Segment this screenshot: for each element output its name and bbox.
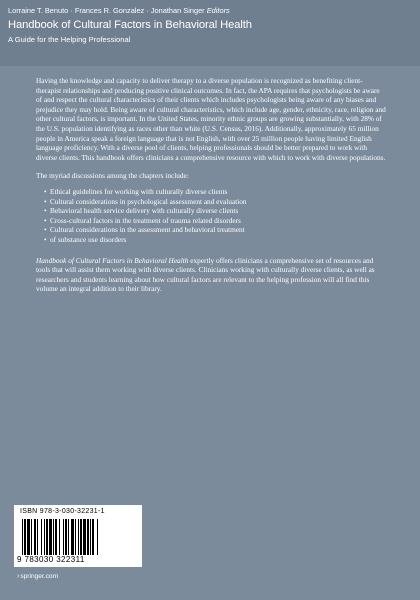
barcode-bar <box>31 519 32 555</box>
topic-item: • Behavioral health service delivery with culturally diverse clients <box>44 206 386 216</box>
topic-item: • Cultural considerations in the assessment and behavioral treatment <box>44 225 386 235</box>
barcode-bar <box>90 519 91 555</box>
topic-item: • Ethical guidelines for working with culturally diverse clients <box>44 187 386 197</box>
closing-book-title: Handbook of Cultural Factors in Behavioral Health <box>36 255 189 265</box>
header-band <box>0 0 420 66</box>
isbn-label: ISBN 978-3-030-32231-1 <box>20 508 105 515</box>
barcode-bar <box>68 519 69 555</box>
topic-item: • of substance use disorders <box>44 235 386 245</box>
barcode-bar <box>44 519 45 555</box>
topics-list <box>36 187 386 245</box>
barcode-bar <box>75 519 76 555</box>
barcode-bar <box>24 519 26 555</box>
barcode-bar <box>78 519 79 555</box>
barcode-box <box>14 505 142 567</box>
book-subtitle: A Guide for the Helping Professional <box>8 35 131 44</box>
editors-suffix: Editors <box>206 6 230 15</box>
book-title: Handbook of Cultural Factors in Behavioral Health <box>8 19 252 31</box>
barcode-bar <box>49 519 52 555</box>
barcode-bar <box>53 519 54 555</box>
barcode-bar <box>37 519 38 555</box>
description-paragraph: Having the knowledge and capacity to deliver therapy to a diverse population is recognized as benefiting client-therapist relationships and producing positive clinical outcomes. In fact, the APA requires that psychologists be aware of and respect the cultural characteristics of their clients which includes psychologists being aware of any biases and prejudice they may hold. Being aware of cultural characteristics, which include age, gender, ethnicity, race, religion and other cultural factors, is important. In the United States, minority ethnic groups are growing substantially, with 28% of the U.S. population identifying as races other than white (U.S. Census, 2016). Additionally, approximately 65 million people in America speak a foreign language that is not English, with over 25 million people having limited English language proficiency. With a diverse pool of clients, helping professionals should be better prepared to work with diverse clients. This handbook offers clinicians a comprehensive resource with which to work with diverse populations. <box>36 76 386 162</box>
arrow-icon: › <box>17 573 20 580</box>
list-intro: The myriad discussions among the chapters include: <box>36 171 189 181</box>
publisher-url[interactable] <box>17 573 58 580</box>
editor-names: Lorraine T. Benuto · Frances R. Gonzalez · Jonathan Singer <box>8 6 205 15</box>
topic-item: • Cross-cultural factors in the treatment of trauma related disorders <box>44 216 386 226</box>
topic-item: • Cultural considerations in psychological assessment and evaluation <box>44 197 386 207</box>
barcode-bar <box>46 519 48 555</box>
barcode-bar <box>41 519 42 555</box>
publisher-url-text: springer.com <box>20 573 59 580</box>
barcode-bar <box>92 519 94 555</box>
editors-line <box>8 6 230 15</box>
barcode-digits: 9 783030 322311 <box>17 555 85 564</box>
barcode-bar <box>71 519 74 555</box>
closing-paragraph <box>36 256 386 294</box>
barcode-bar <box>63 519 64 555</box>
barcode-bar <box>83 519 86 555</box>
barcode-bar <box>87 519 89 555</box>
closing-text: expertly offers clinicians a comprehensive set of resources and tools that will assist them working with diverse clients. Clinicians working with culturally diverse clients, as well as researchers and students learning about how cultural factors are relevant to the helping profession will all find this volume an integral addition to their library. <box>36 255 375 294</box>
barcode-bar <box>27 519 30 555</box>
description-block <box>36 76 386 294</box>
barcode-bar <box>80 519 82 555</box>
barcode-bar <box>65 519 67 555</box>
barcode-bar <box>59 519 60 555</box>
barcode-bar <box>55 519 57 555</box>
barcode-bar <box>34 519 36 555</box>
barcode-bar <box>22 519 23 555</box>
barcode-bar <box>97 519 98 555</box>
barcode-bars <box>20 519 136 557</box>
